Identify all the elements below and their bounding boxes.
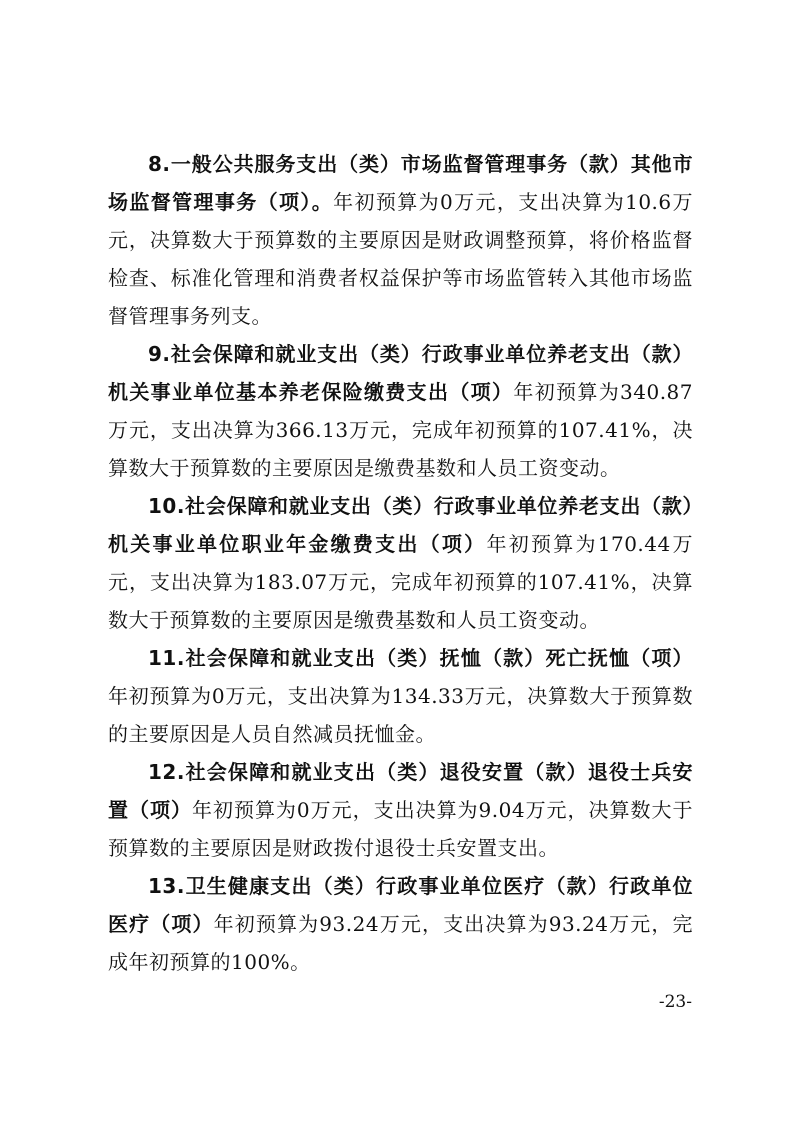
paragraph-heading: 12.社会保障和就业支出（类）退役安置（款）退役士兵安置（项） (108, 760, 693, 822)
paragraph-item-10 (108, 487, 693, 639)
paragraph-body: 年初预算为170.44万元，支出决算为183.07万元，完成年初预算的107.41%，决算数大于预算数的主要原因是缴费基数和人员工资变动。 (108, 532, 694, 632)
paragraph-item-8 (108, 145, 693, 335)
document-body (108, 145, 693, 981)
paragraph-body: 年初预算为340.87万元，支出决算为366.13万元，完成年初预算的107.41%，决算数大于预算数的主要原因是缴费基数和人员工资变动。 (108, 380, 694, 480)
paragraph-item-13 (108, 867, 693, 981)
paragraph-heading: 11.社会保障和就业支出（类）抚恤（款）死亡抚恤（项） (148, 646, 693, 670)
paragraph-body: 年初预算为0万元，支出决算为10.6万元，决算数大于预算数的主要原因是财政调整预算，将价格监督检查、标准化管理和消费者权益保护等市场监管转入其他市场监督管理事务列支。 (108, 190, 693, 328)
page-number: -23- (658, 992, 692, 1012)
paragraph-heading: 10.社会保障和就业支出（类）行政事业单位养老支出（款）机关事业单位职业年金缴费支出（项） (108, 494, 693, 556)
paragraph-body: 年初预算为0万元，支出决算为9.04万元，决算数大于预算数的主要原因是财政拨付退役士兵安置支出。 (108, 798, 693, 860)
paragraph-item-9 (108, 335, 693, 487)
paragraph-heading: 8.一般公共服务支出（类）市场监督管理事务（款）其他市场监督管理事务（项）。 (108, 152, 693, 214)
paragraph-heading: 9.社会保障和就业支出（类）行政事业单位养老支出（款）机关事业单位基本养老保险缴费支出（项） (108, 342, 693, 404)
paragraph-body: 年初预算为93.24万元，支出决算为93.24万元，完成年初预算的100%。 (108, 912, 694, 974)
paragraph-item-12 (108, 753, 693, 867)
paragraph-body: 年初预算为0万元，支出决算为134.33万元，决算数大于预算数的主要原因是人员自然减员抚恤金。 (108, 684, 693, 746)
paragraph-heading: 13.卫生健康支出（类）行政事业单位医疗（款）行政单位医疗（项） (108, 874, 693, 936)
paragraph-item-11 (108, 639, 693, 753)
